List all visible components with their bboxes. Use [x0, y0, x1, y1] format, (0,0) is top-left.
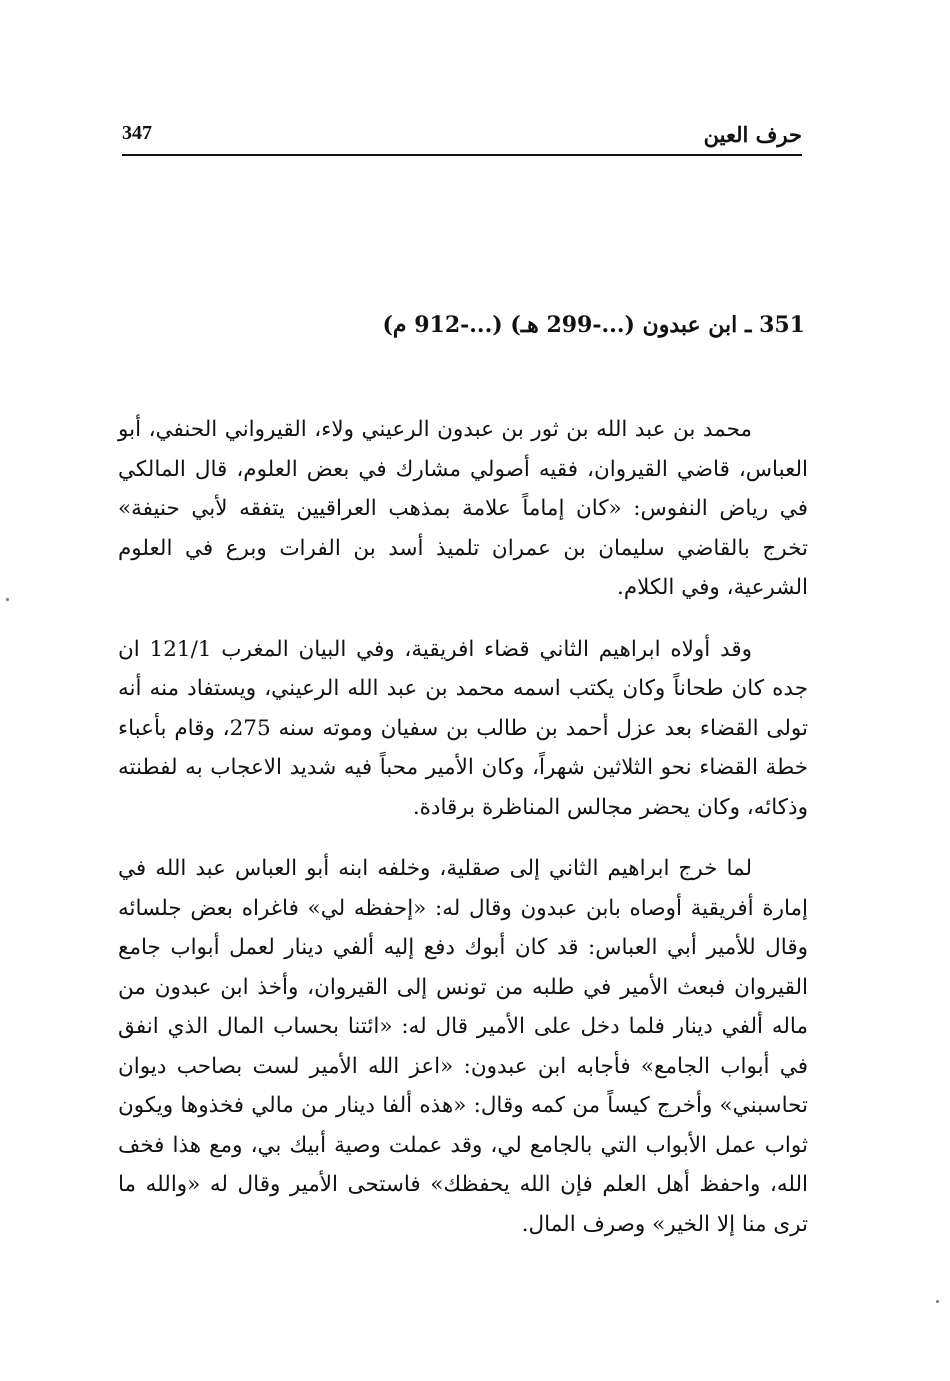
- paragraph-3: لما خرج ابراهيم الثاني إلى صقلية، وخلفه ابنه أبو العباس عبد الله في إمارة أفريقية أوصاه بابن عبدون وقال له: «إحفظه لي» فاغراه بعض جلسائه وقال للأمير أبي العباس: قد كان أبوك دفع إليه ألفي دينار لعمل أبواب جامع القيروان فبعث الأمير في طلبه من تونس إلى القيروان، وأخذ ابن عبدون من ماله ألفي دينار فلما دخل على الأمير قال له: «ائتنا بحساب المال الذي انفق في أبواب الجامع» فأجابه ابن عبدون: «اعز الله الأمير لست بصاحب ديوان تحاسبني» وأخرج كيساً من كمه وقال: «هذه ألفا دينار من مالي فخذوها ويكون ثواب عمل الأبواب التي بالجامع لي، وقد عملت وصية أبيك بي، ومع هذا فخف الله، واحفظ أهل العلم فإن الله يحفظك» فاستحى الأمير وقال له «والله ما ترى منا إلا الخير» وصرف المال.: [118, 856, 809, 1237]
- paragraph-1: محمد بن عبد الله بن ثور بن عبدون الرعيني ولاء، القيرواني الحنفي، أبو العباس، قاضي القيروان، فقيه أصولي مشارك في بعض العلوم، قال المالكي في رياض النفوس: «كان إماماً علامة بمذهب العراقيين يتفقه لأبي حنيفة» تخرج بالقاضي سليمان بن عمران تلميذ أسد بن الفرات وبرع في العلوم الشرعية، وفي الكلام.: [118, 417, 808, 600]
- scan-speck: [936, 1300, 939, 1303]
- running-header: [122, 118, 802, 156]
- scan-speck: [6, 598, 9, 601]
- entry-body: [118, 410, 808, 1266]
- section-title: حرف العين: [703, 122, 802, 147]
- entry-heading: 351 ـ ابن عبدون (...-299 هـ) (...-912 م): [382, 312, 805, 338]
- paragraph-2: وقد أولاه ابراهيم الثاني قضاء افريقية، وفي البيان المغرب 121/1 ان جده كان طحاناً وكان يكتب اسمه محمد بن عبد الله الرعيني، ويستفاد منه أنه تولى القضاء بعد عزل أحمد بن طالب بن سفيان وموته سنه 275، وقام بأعباء خطة القضاء نحو الثلاثين شهراً، وكان الأمير محباً فيه شديد الاعجاب به لفطنته وذكائه، وكان يحضر مجالس المناظرة برقادة.: [118, 636, 808, 820]
- page-number: 347: [122, 122, 152, 144]
